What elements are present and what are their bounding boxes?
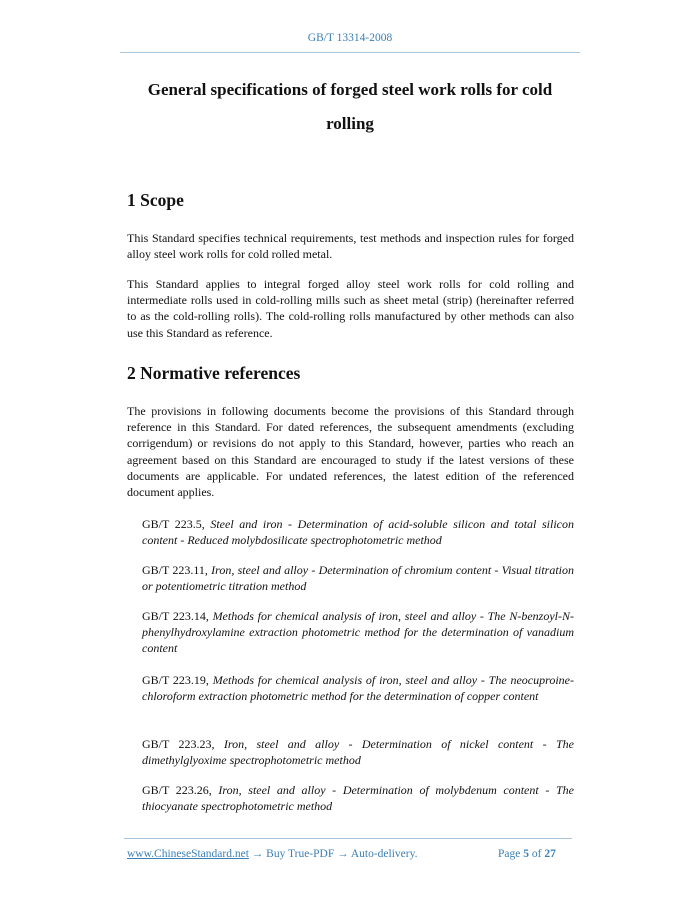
scope-section [127,190,574,211]
normative-intro-text: The provisions in following documents become the provisions of this Standard through reference in this Standard. For dated references, the subsequent amendments (excluding corrigendum) or revisions do not apply to this Standard, however, parties who reach an agreement based on this Standard are encouraged to study if the latest versions of these documents are applicable. For undated references, the latest edition of the referenced document applies. [127,404,574,500]
page-label: Page [498,848,524,860]
normative-section [127,363,574,384]
reference-code: GB/T 223.14, [142,609,213,623]
reference-item [142,672,574,704]
reference-code: GB/T 223.26, [142,783,219,797]
normative-intro [127,403,574,500]
footer-promo [127,848,417,860]
scope-paragraph-1 [127,230,574,262]
reference-item [142,516,574,548]
reference-title: Iron, steel and alloy - Determination of chromium content - Visual titration or potentiometric titration method [142,563,574,594]
scope-text-2: This Standard applies to integral forged alloy steel work rolls for cold rolling and intermediate rolls used in cold-rolling mills such as sheet metal (strip) (hereinafter referred to as the cold-rolling rolls). The cold-rolling rolls manufactured by other methods can also use this Standard as reference. [127,277,574,340]
reference-item [142,736,574,768]
reference-title: Steel and iron - Determination of acid-soluble silicon and total silicon content - Reduced molybdosilicate spectrophotometric method [142,517,574,548]
reference-code: GB/T 223.5, [142,517,211,531]
reference-item [142,782,574,814]
page-current: 5 [523,848,529,860]
reference-title: Iron, steel and alloy - Determination of nickel content - The dimethylglyoxime spectrophotometric method [142,737,574,768]
reference-item [142,608,574,657]
scope-heading: 1 Scope [127,190,184,210]
website-link[interactable]: www.ChineseStandard.net [127,848,249,860]
page-header: GB/T 13314-2008 [307,32,393,44]
reference-item [142,562,574,594]
reference-title: Iron, steel and alloy - Determination of molybdenum content - The thiocyanate spectrophotometric method [142,783,574,814]
scope-paragraph-2 [127,276,574,341]
page-of: of [528,848,545,860]
header-divider [120,52,580,53]
reference-code: GB/T 223.19, [142,673,213,687]
scope-text-1: This Standard specifies technical requirements, test methods and inspection rules for forged alloy steel work rolls for cold rolled metal. [127,231,574,262]
reference-title: Methods for chemical analysis of iron, steel and alloy - The N-benzoyl-N-phenylhydroxylamine extraction photometric method for the determination of vanadium content [142,609,574,656]
reference-code: GB/T 223.11, [142,563,212,577]
reference-code: GB/T 223.23, [142,737,224,751]
normative-heading: 2 Normative references [127,363,301,383]
page-number [498,848,556,860]
footer-divider [124,838,572,839]
page-total: 27 [544,848,556,860]
footer-promo-text: → Buy True-PDF → Auto-delivery. [248,848,418,860]
reference-title: Methods for chemical analysis of iron, steel and alloy - The neocuproine-chloroform extraction photometric method for the determination of copper content [142,673,574,704]
title-line-2: rolling [326,114,374,133]
document-title [120,73,580,141]
title-line-1: General specifications of forged steel work rolls for cold [147,80,553,99]
